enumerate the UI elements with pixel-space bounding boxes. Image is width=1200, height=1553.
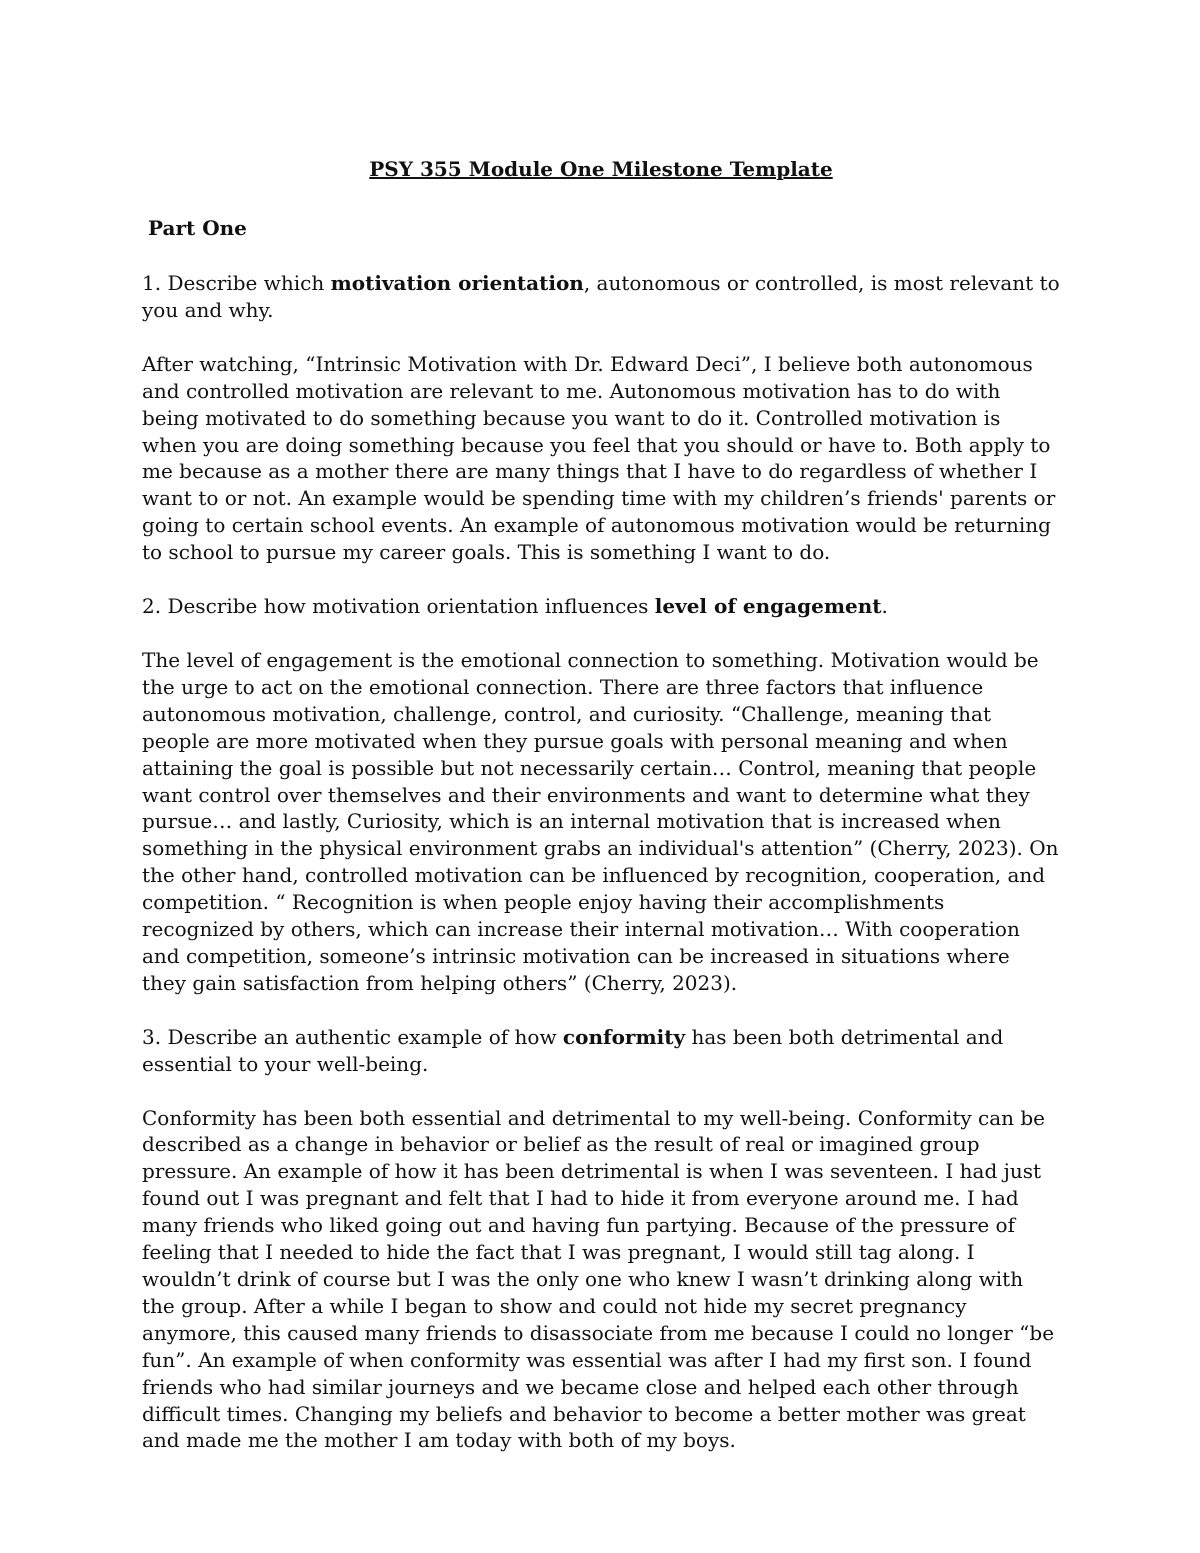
question-1: [142, 270, 1060, 324]
question-3: [142, 1024, 1060, 1078]
question-3-prefix: 3. Describe an authentic example of how: [142, 1024, 563, 1049]
question-1-prefix: 1. Describe which: [142, 271, 331, 295]
question-3-suffix: has been both detrimental and essential to your well-being.: [142, 1024, 1004, 1076]
question-2-keyword: level of engagement: [654, 594, 882, 619]
question-2: [142, 593, 1060, 620]
question-2-suffix: .: [881, 594, 888, 619]
document-title: PSY 355 Module One Milestone Template: [369, 157, 833, 181]
question-1-keyword: motivation orientation: [330, 271, 584, 295]
question-1-suffix: , autonomous or controlled, is most relevant to you and why.: [142, 271, 1060, 322]
question-3-keyword: conformity: [562, 1024, 686, 1049]
answer-1: After watching, “Intrinsic Motivation with Dr. Edward Deci”, I believe both autonomous and controlled motivation are relevant to me. Autonomous motivation has to do with being motivated to do something because you want to do it. Controlled motivation is when you are doing something because you feel that you should or have to. Both apply to me because as a mother there are many things that I have to do regardless of whether I want to or not. An example would be spending time with my children’s friends' parents or going to certain school events. An example of autonomous motivation would be returning to school to pursue my career goals. This is something I want to do.: [142, 351, 1056, 565]
answer-3: Conformity has been both essential and detrimental to my well-being. Conformity can be described as a change in behavior or belief as the result of real or imagined group pressure. An example of how it has been detrimental is when I was seventeen. I had just found out I was pregnant and felt that I had to hide it from everyone around me. I had many friends who liked going out and having fun partying. Because of the pressure of feeling that I needed to hide the fact that I was pregnant, I would still tag along. I wouldn’t drink of course but I was the only one who knew I wasn’t drinking along with the group. After a while I began to show and could not hide my secret pregnancy anymore, this caused many friends to disassociate from me because I could no longer “be fun”. An example of when conformity was essential was after I had my first son. I found friends who had similar journeys and we became close and helped each other through difficult times. Changing my beliefs and behavior to become a better mother was great and made me the mother I am today with both of my boys.: [142, 1105, 1055, 1453]
document-page: [142, 152, 1060, 1481]
question-2-prefix: 2. Describe how motivation orientation influences: [142, 594, 655, 619]
part-heading: Part One: [148, 216, 247, 240]
answer-2: The level of engagement is the emotional connection to something. Motivation would be the urge to act on the emotional connection. There are three factors that influence autonomous motivation, challenge, control, and curiosity. “Challenge, meaning that people are more motivated when they pursue goals with personal meaning and when attaining the goal is possible but not necessarily certain… Control, meaning that people want control over themselves and their environments and want to determine what they pursue… and lastly, Curiosity, which is an internal motivation that is increased when something in the physical environment grabs an individual's attention” (Cherry, 2023). On the other hand, controlled motivation can be influenced by recognition, cooperation, and competition. “ Recognition is when people enjoy having their accomplishments recognized by others, which can increase their internal motivation… With cooperation and competition, someone’s intrinsic motivation can be increased in situations where they gain satisfaction from helping others” (Cherry, 2023).: [142, 647, 1059, 995]
